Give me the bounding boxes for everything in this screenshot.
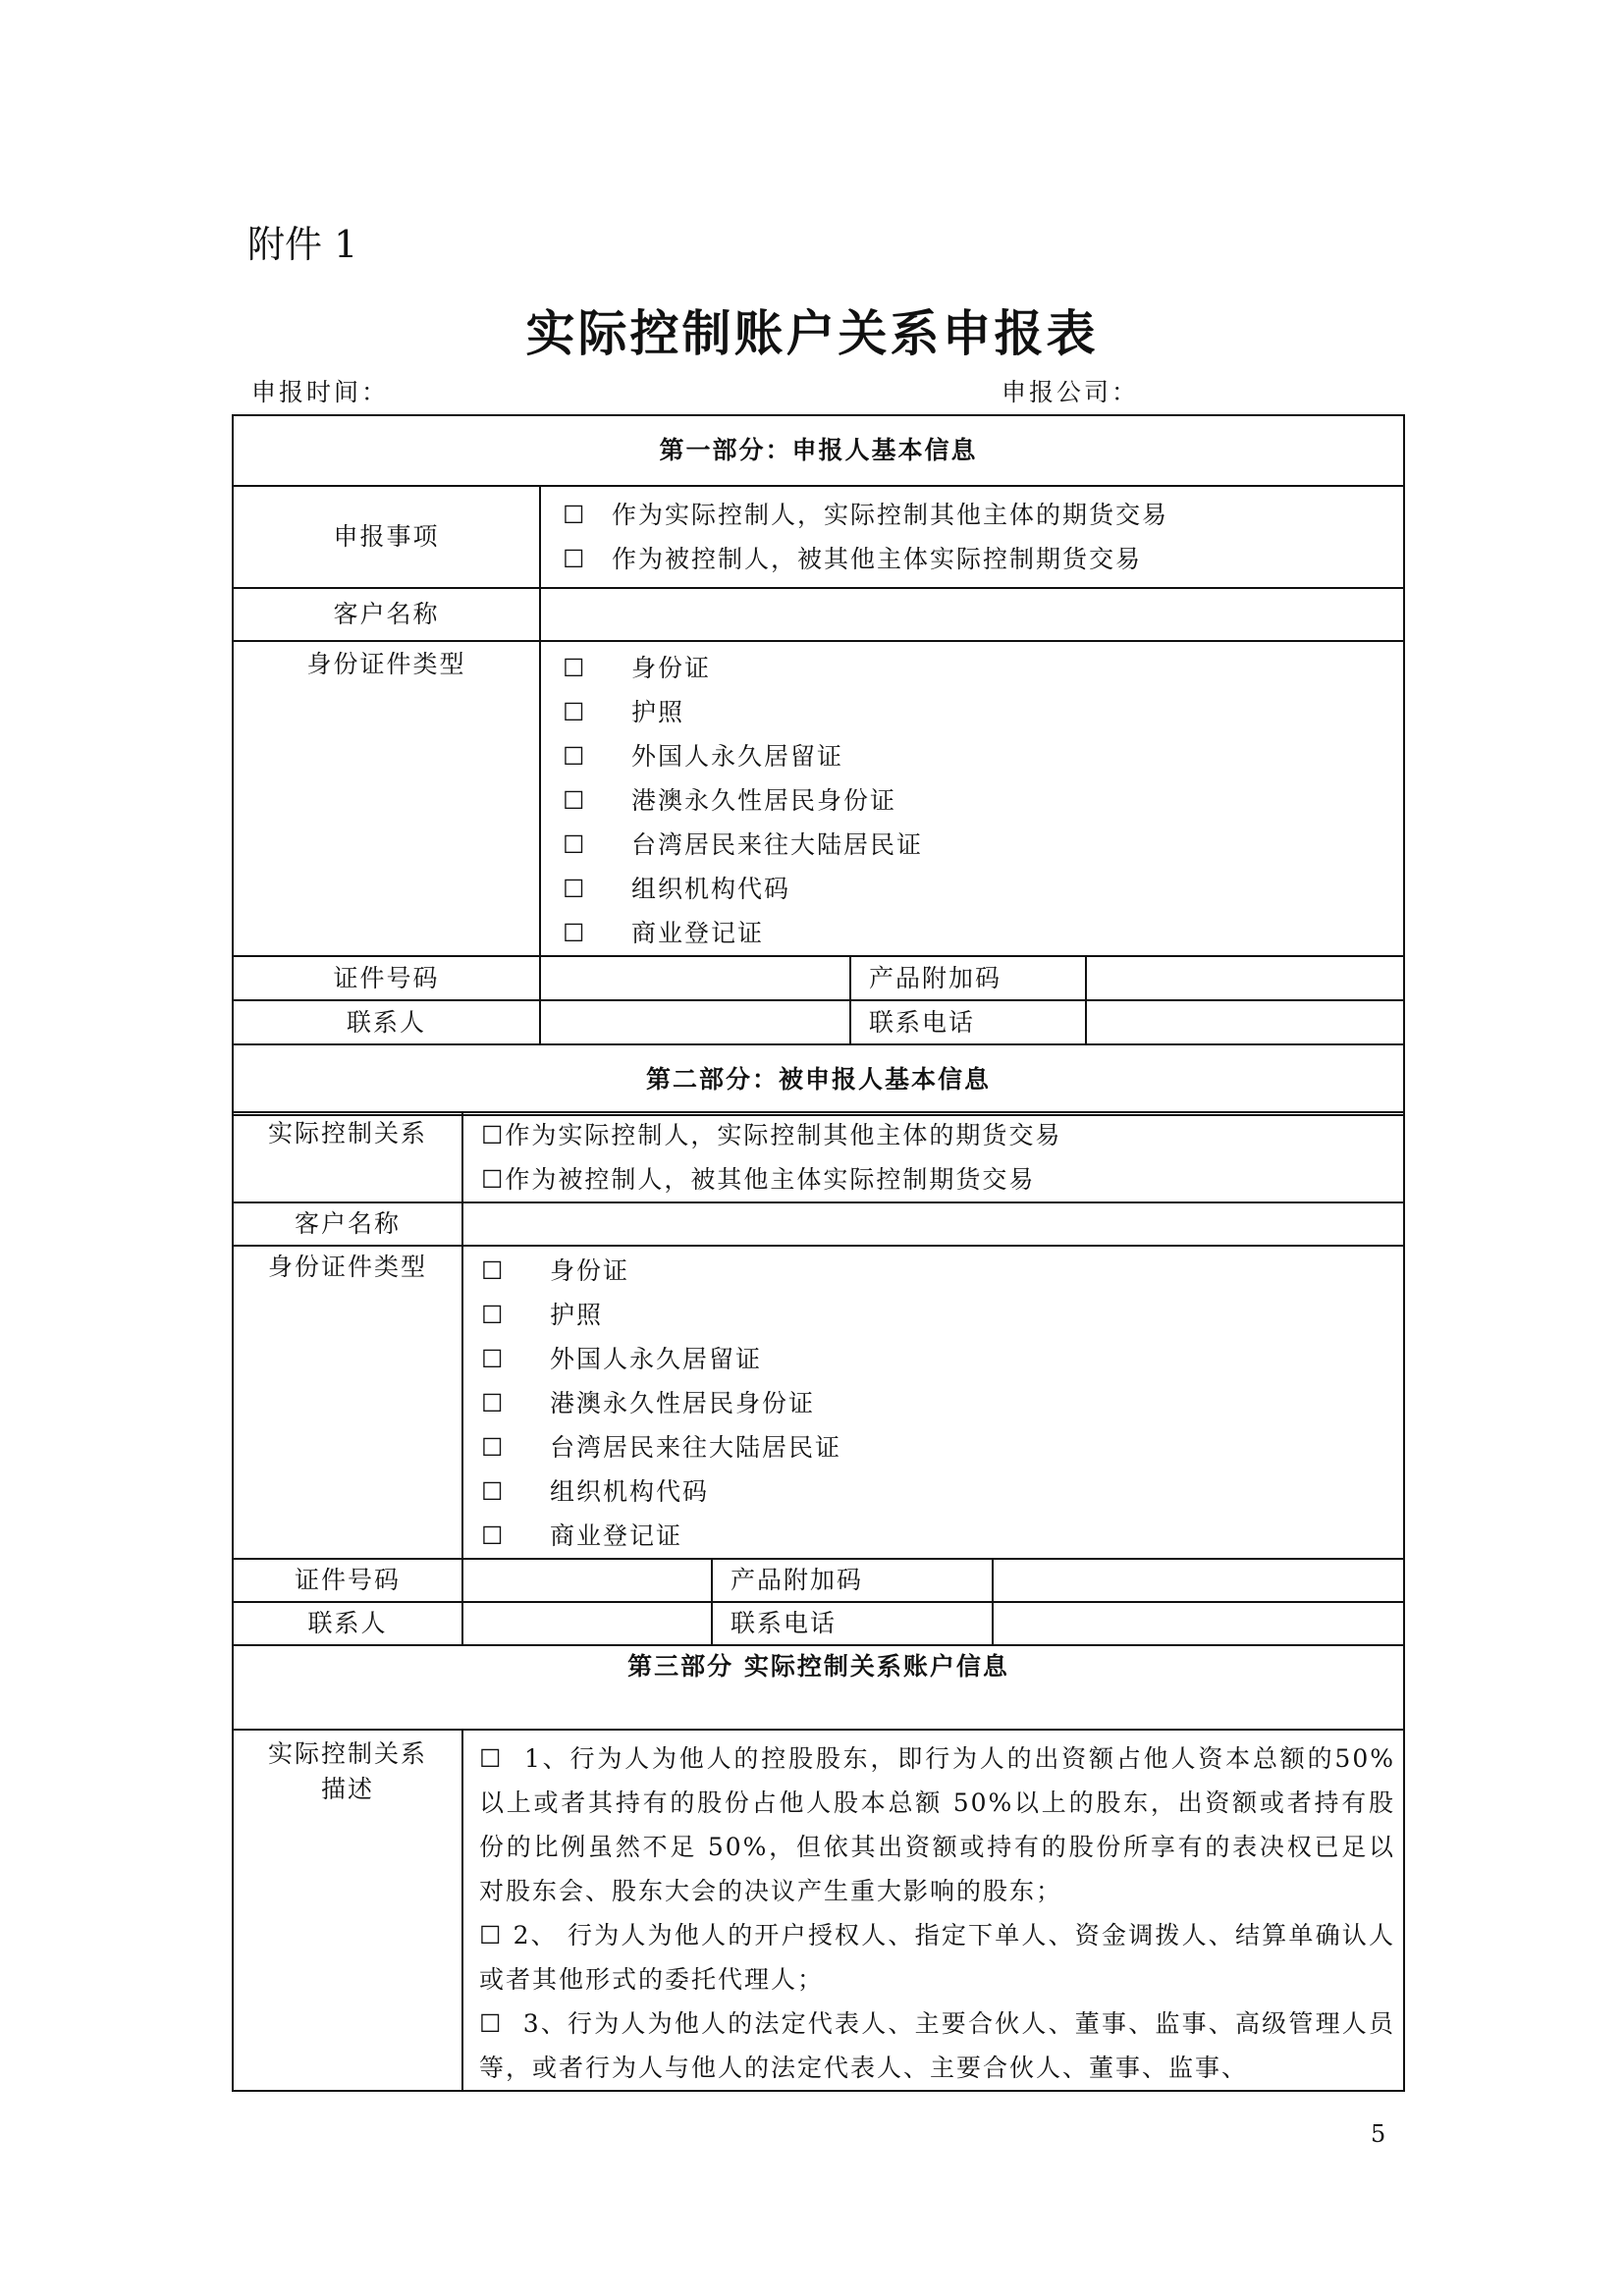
part3-heading: 第三部分 实际控制关系账户信息 [233, 1645, 1404, 1730]
checkbox[interactable]: ☐ [479, 1921, 504, 1949]
checkbox[interactable]: ☐ [481, 1121, 506, 1149]
checkbox[interactable]: ☐ [481, 1433, 506, 1462]
id-type-label: 身份证件类型 [233, 641, 540, 956]
contact-field[interactable] [462, 1602, 712, 1645]
relation-desc-item[interactable]: ☐ 3、行为人为他人的法定代表人、主要合伙人、董事、监事、高级管理人员等，或者行为人与他人的法定代表人、主要合伙人、董事、监事、 [479, 2009, 1395, 2082]
phone-field[interactable] [1086, 1000, 1404, 1044]
id-type-option[interactable]: ☐ 护照 [563, 690, 1403, 734]
part1-heading: 第一部分：申报人基本信息 [233, 415, 1404, 486]
id-type-option[interactable]: ☐ 台湾居民来往大陆居民证 [481, 1425, 1403, 1469]
contact-label: 联系人 [233, 1602, 462, 1645]
id-type-option[interactable]: ☐ 外国人永久居留证 [481, 1337, 1403, 1381]
checkbox[interactable]: ☐ [563, 919, 587, 947]
checkbox[interactable]: ☐ [481, 1345, 506, 1373]
checkbox[interactable]: ☐ [481, 1165, 506, 1194]
checkbox[interactable]: ☐ [481, 1256, 506, 1285]
relation-option-controlled[interactable]: ☐作为被控制人，被其他主体实际控制期货交易 [481, 1165, 1036, 1194]
id-type-option[interactable]: ☐ 身份证 [563, 646, 1403, 690]
id-type-option[interactable]: ☐ 护照 [481, 1293, 1403, 1337]
relation-option-controller[interactable]: ☐作为实际控制人，实际控制其他主体的期货交易 [481, 1121, 1062, 1149]
checkbox[interactable]: ☐ [481, 1301, 506, 1329]
matter-options [540, 486, 1404, 588]
id-type-option[interactable]: ☐ 身份证 [481, 1249, 1403, 1293]
phone-label: 联系电话 [712, 1602, 993, 1645]
part1-table [232, 414, 1405, 1116]
checkbox[interactable]: ☐ [563, 742, 587, 771]
form-title: 实际控制账户关系申报表 [525, 304, 1099, 362]
id-type-option[interactable]: ☐ 港澳永久性居民身份证 [481, 1381, 1403, 1425]
id-type-option[interactable]: ☐ 组织机构代码 [563, 867, 1403, 911]
checkbox[interactable]: ☐ [481, 1522, 506, 1550]
report-date-label: 申报时间： [251, 378, 390, 406]
id-type-options [540, 641, 1404, 956]
product-code-label: 产品附加码 [850, 956, 1086, 1000]
checkbox[interactable]: ☐ [563, 698, 587, 726]
client-name-label: 客户名称 [233, 1202, 462, 1246]
relation-options [462, 1112, 1404, 1202]
relation-label: 实际控制关系 [233, 1112, 462, 1202]
checkbox[interactable]: ☐ [481, 1477, 506, 1506]
phone-label: 联系电话 [850, 1000, 1086, 1044]
id-type-option[interactable]: ☐ 台湾居民来往大陆居民证 [563, 823, 1403, 867]
id-type-options [462, 1246, 1404, 1559]
id-type-option[interactable]: ☐ 商业登记证 [563, 911, 1403, 955]
attachment-label: 附件 1 [247, 223, 358, 266]
product-code-field[interactable] [993, 1559, 1404, 1602]
id-number-label: 证件号码 [233, 1559, 462, 1602]
id-number-label: 证件号码 [233, 956, 540, 1000]
id-type-label: 身份证件类型 [233, 1246, 462, 1559]
id-number-field[interactable] [540, 956, 850, 1000]
id-type-option[interactable]: ☐ 港澳永久性居民身份证 [563, 778, 1403, 823]
matter-label: 申报事项 [233, 486, 540, 588]
checkbox[interactable]: ☐ [481, 1389, 506, 1417]
matter-option-controlled[interactable]: ☐ 作为被控制人，被其他主体实际控制期货交易 [563, 537, 1403, 581]
client-name-field[interactable] [462, 1202, 1404, 1246]
contact-label: 联系人 [233, 1000, 540, 1044]
checkbox[interactable]: ☐ [563, 501, 587, 529]
part2-heading: 第二部分：被申报人基本信息 [233, 1044, 1404, 1115]
checkbox[interactable]: ☐ [563, 830, 587, 859]
phone-field[interactable] [993, 1602, 1404, 1645]
product-code-label: 产品附加码 [712, 1559, 993, 1602]
relation-desc-label: 实际控制关系 描述 [233, 1730, 462, 2091]
page-number: 5 [1371, 2120, 1386, 2148]
checkbox[interactable]: ☐ [563, 654, 587, 682]
checkbox[interactable]: ☐ [563, 875, 587, 903]
id-type-option[interactable]: ☐ 外国人永久居留证 [563, 734, 1403, 778]
part2-table [232, 1111, 1405, 2092]
matter-option-controller[interactable]: ☐ 作为实际控制人，实际控制其他主体的期货交易 [563, 493, 1403, 537]
relation-desc-item[interactable]: ☐ 1、行为人为他人的控股股东，即行为人的出资额占他人资本总额的50%以上或者其持有的股份占他人股本总额 50%以上的股东，出资额或者持有股份的比例虽然不足 50%，但依其出资额或持有的股份所享有的表决权已足以对股东会、股东大会的决议产生重大影响的股东； [479, 1744, 1395, 1905]
id-type-option[interactable]: ☐ 商业登记证 [481, 1514, 1403, 1558]
client-name-field[interactable] [540, 588, 1404, 641]
id-type-option[interactable]: ☐ 组织机构代码 [481, 1469, 1403, 1514]
relation-desc-item[interactable]: ☐ 2、 行为人为他人的开户授权人、指定下单人、资金调拨人、结算单确认人或者其他形式的委托代理人； [479, 1921, 1396, 1994]
id-number-field[interactable] [462, 1559, 712, 1602]
checkbox[interactable]: ☐ [563, 786, 587, 815]
product-code-field[interactable] [1086, 956, 1404, 1000]
checkbox[interactable]: ☐ [479, 2009, 504, 2038]
checkbox[interactable]: ☐ [563, 545, 587, 573]
relation-desc-items [462, 1730, 1404, 2091]
report-company-label: 申报公司： [1001, 378, 1140, 406]
checkbox[interactable]: ☐ [479, 1744, 504, 1773]
contact-field[interactable] [540, 1000, 850, 1044]
client-name-label: 客户名称 [233, 588, 540, 641]
